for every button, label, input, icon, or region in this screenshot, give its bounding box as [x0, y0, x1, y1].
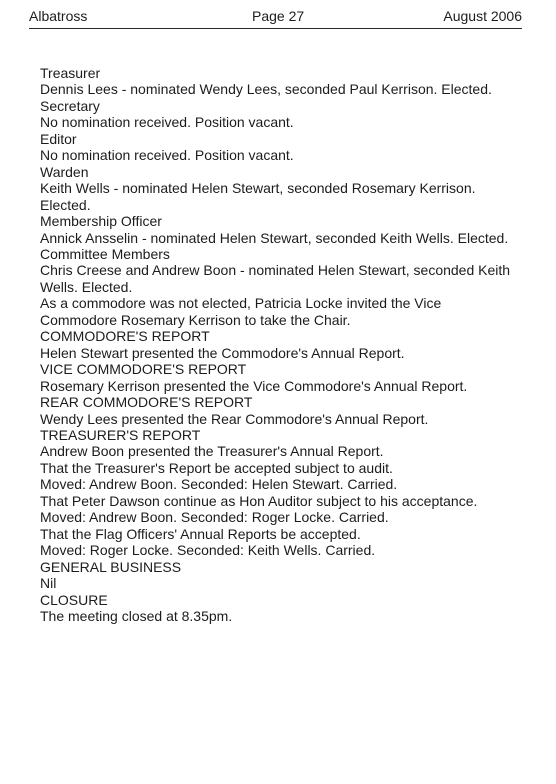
minutes-line: That the Treasurer's Report be accepted subject to audit. — [40, 459, 393, 476]
minutes-line: Moved: Andrew Boon. Seconded: Roger Locke. Carried. — [40, 509, 389, 526]
minutes-line: The meeting closed at 8.35pm. — [40, 607, 233, 624]
minutes-line: That Peter Dawson continue as Hon Auditor subject to his acceptance. — [40, 492, 478, 509]
section-heading: COMMODORE'S REPORT — [40, 328, 210, 345]
section-heading: GENERAL BUSINESS — [40, 558, 182, 575]
minutes-line: As a commodore was not elected, Patricia Locke invited the Vice Commodore Rosemary Kerrison to take the Chair. — [40, 295, 442, 328]
minutes-line: That the Flag Officers' Annual Reports be accepted. — [40, 525, 361, 542]
header-rule — [29, 28, 522, 29]
issue-date: August 2006 — [443, 8, 522, 24]
section-heading: REAR COMMODORE'S REPORT — [40, 394, 253, 411]
page-number: Page 27 — [252, 8, 305, 24]
minutes-line: Moved: Roger Locke. Seconded: Keith Wells. Carried. — [40, 542, 376, 559]
minutes-body — [40, 65, 518, 624]
section-heading: Membership Officer — [40, 213, 162, 230]
section-heading: Committee Members — [40, 245, 170, 262]
minutes-line: Nil — [40, 575, 57, 592]
minutes-line: Dennis Lees - nominated Wendy Lees, seconded Paul Kerrison. Elected. — [40, 81, 492, 98]
page-header — [29, 8, 522, 26]
minutes-line: Helen Stewart presented the Commodore's Annual Report. — [40, 344, 405, 361]
minutes-line: No nomination received. Position vacant. — [40, 114, 294, 131]
section-heading: Editor — [40, 130, 77, 147]
minutes-line: Annick Ansselin - nominated Helen Stewart, seconded Keith Wells. Elected. — [40, 229, 509, 246]
minutes-line: Moved: Andrew Boon. Seconded: Helen Stewart. Carried. — [40, 476, 398, 493]
section-heading: TREASURER'S REPORT — [40, 426, 201, 443]
publication-title: Albatross — [29, 8, 88, 24]
minutes-line: Rosemary Kerrison presented the Vice Commodore's Annual Report. — [40, 377, 468, 394]
minutes-line: Andrew Boon presented the Treasurer's Annual Report. — [40, 443, 384, 460]
minutes-line: Wendy Lees presented the Rear Commodore's Annual Report. — [40, 410, 429, 427]
section-heading: VICE COMMODORE'S REPORT — [40, 361, 247, 378]
section-heading: CLOSURE — [40, 591, 108, 608]
section-heading: Secretary — [40, 97, 100, 114]
minutes-line: No nomination received. Position vacant. — [40, 147, 294, 164]
minutes-line: Keith Wells - nominated Helen Stewart, seconded Rosemary Kerrison. Elected. — [40, 180, 476, 213]
section-heading: Warden — [40, 163, 89, 180]
minutes-line: Chris Creese and Andrew Boon - nominated Helen Stewart, seconded Keith Wells. Elected. — [40, 262, 511, 295]
section-heading: Treasurer — [40, 65, 101, 81]
